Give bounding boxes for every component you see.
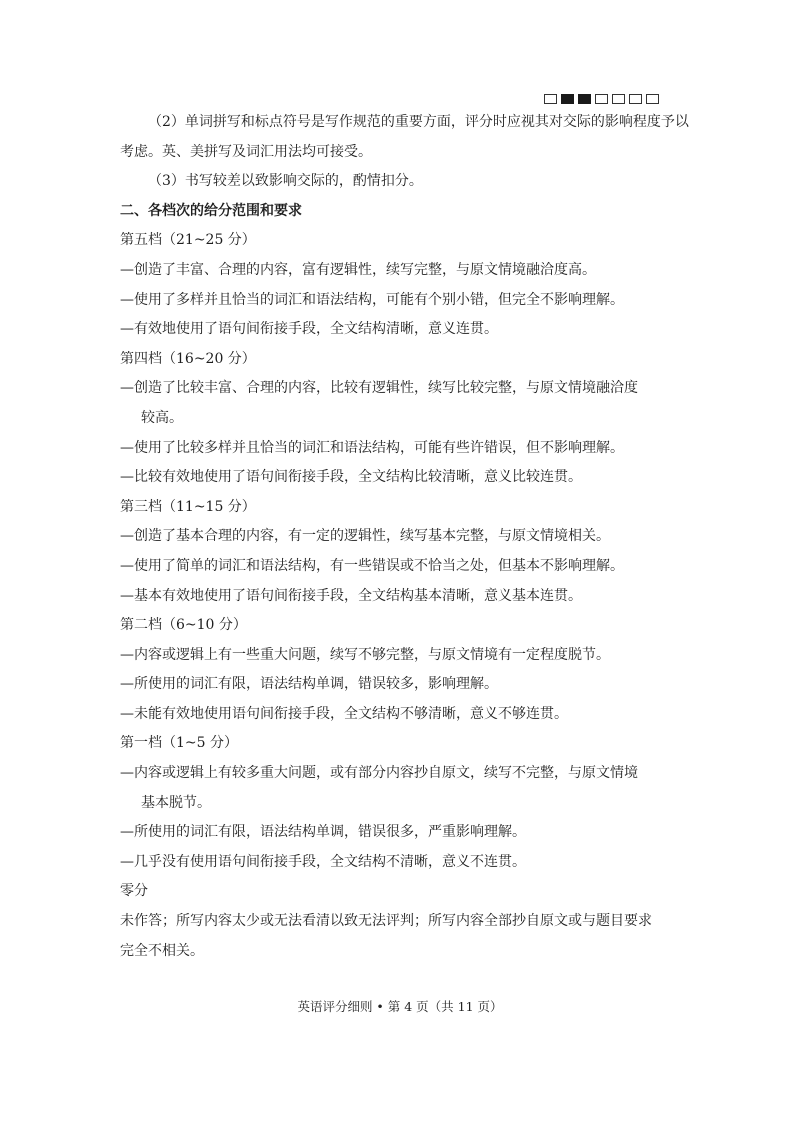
page-marker-squares bbox=[544, 94, 659, 104]
text-line: —创造了丰富、合理的内容，富有逻辑性，续写完整，与原文情境融洽度高。 bbox=[120, 261, 596, 278]
text-line: —使用了多样并且恰当的词汇和语法结构，可能有个别小错，但完全不影响理解。 bbox=[120, 291, 624, 308]
text-line: 第四档（16~20 分） bbox=[120, 350, 256, 367]
text-line: —有效地使用了语句间衔接手段，全文结构清晰，意义连贯。 bbox=[120, 321, 498, 338]
text-line: —基本有效地使用了语句间衔接手段，全文结构基本清晰，意义基本连贯。 bbox=[120, 587, 582, 604]
page-marker-square bbox=[612, 94, 625, 104]
page-marker-square bbox=[646, 94, 659, 104]
document-body bbox=[120, 108, 705, 966]
text-line: —使用了比较多样并且恰当的词汇和语法结构，可能有些许错误，但不影响理解。 bbox=[120, 439, 624, 456]
text-line: 第二档（6~10 分） bbox=[120, 617, 247, 634]
text-line: 考虑。英、美拼写及词汇用法均可接受。 bbox=[120, 143, 372, 160]
page-marker-square bbox=[578, 94, 591, 104]
text-line: 第五档（21~25 分） bbox=[120, 232, 256, 249]
text-line: （2）单词拼写和标点符号是写作规范的重要方面，评分时应视其对交际的影响程度予以 bbox=[148, 114, 689, 130]
text-line: —几乎没有使用语句间衔接手段，全文结构不清晰，意义不连贯。 bbox=[120, 853, 526, 870]
text-line: —所使用的词汇有限，语法结构单调，错误很多，严重影响理解。 bbox=[120, 824, 526, 841]
text-line: 第一档（1~5 分） bbox=[120, 735, 238, 752]
text-line: —创造了基本合理的内容，有一定的逻辑性，续写基本完整，与原文情境相关。 bbox=[120, 528, 610, 545]
page-marker-square bbox=[629, 94, 642, 104]
text-line: 零分 bbox=[120, 883, 148, 900]
text-line: —未能有效地使用语句间衔接手段，全文结构不够清晰，意义不够连贯。 bbox=[120, 705, 568, 722]
text-line: 基本脱节。 bbox=[141, 794, 211, 811]
text-line: —使用了简单的词汇和语法结构，有一些错误或不恰当之处，但基本不影响理解。 bbox=[120, 557, 624, 574]
page-marker-square bbox=[561, 94, 574, 104]
text-line: 第三档（11~15 分） bbox=[120, 498, 256, 515]
text-line: 完全不相关。 bbox=[120, 942, 204, 959]
page-marker-square bbox=[544, 94, 557, 104]
page-marker-square bbox=[595, 94, 608, 104]
text-line: —创造了比较丰富、合理的内容，比较有逻辑性，续写比较完整，与原文情境融洽度 bbox=[120, 380, 638, 397]
page-footer: 英语评分细则 • 第 4 页（共 11 页） bbox=[297, 999, 503, 1014]
section-heading: 二、各档次的给分范围和要求 bbox=[120, 202, 302, 219]
text-line: 未作答；所写内容太少或无法看清以致无法评判；所写内容全部抄自原文或与题目要求 bbox=[120, 913, 652, 930]
text-line: —内容或逻辑上有较多重大问题，或有部分内容抄自原文，续写不完整，与原文情境 bbox=[120, 765, 638, 782]
text-line: —所使用的词汇有限，语法结构单调，错误较多，影响理解。 bbox=[120, 676, 498, 693]
text-line: （3）书写较差以致影响交际的，酌情扣分。 bbox=[148, 173, 423, 190]
text-line: —内容或逻辑上有一些重大问题，续写不够完整，与原文情境有一定程度脱节。 bbox=[120, 646, 610, 663]
text-line: —比较有效地使用了语句间衔接手段，全文结构比较清晰，意义比较连贯。 bbox=[120, 469, 582, 486]
text-line: 较高。 bbox=[141, 409, 183, 426]
